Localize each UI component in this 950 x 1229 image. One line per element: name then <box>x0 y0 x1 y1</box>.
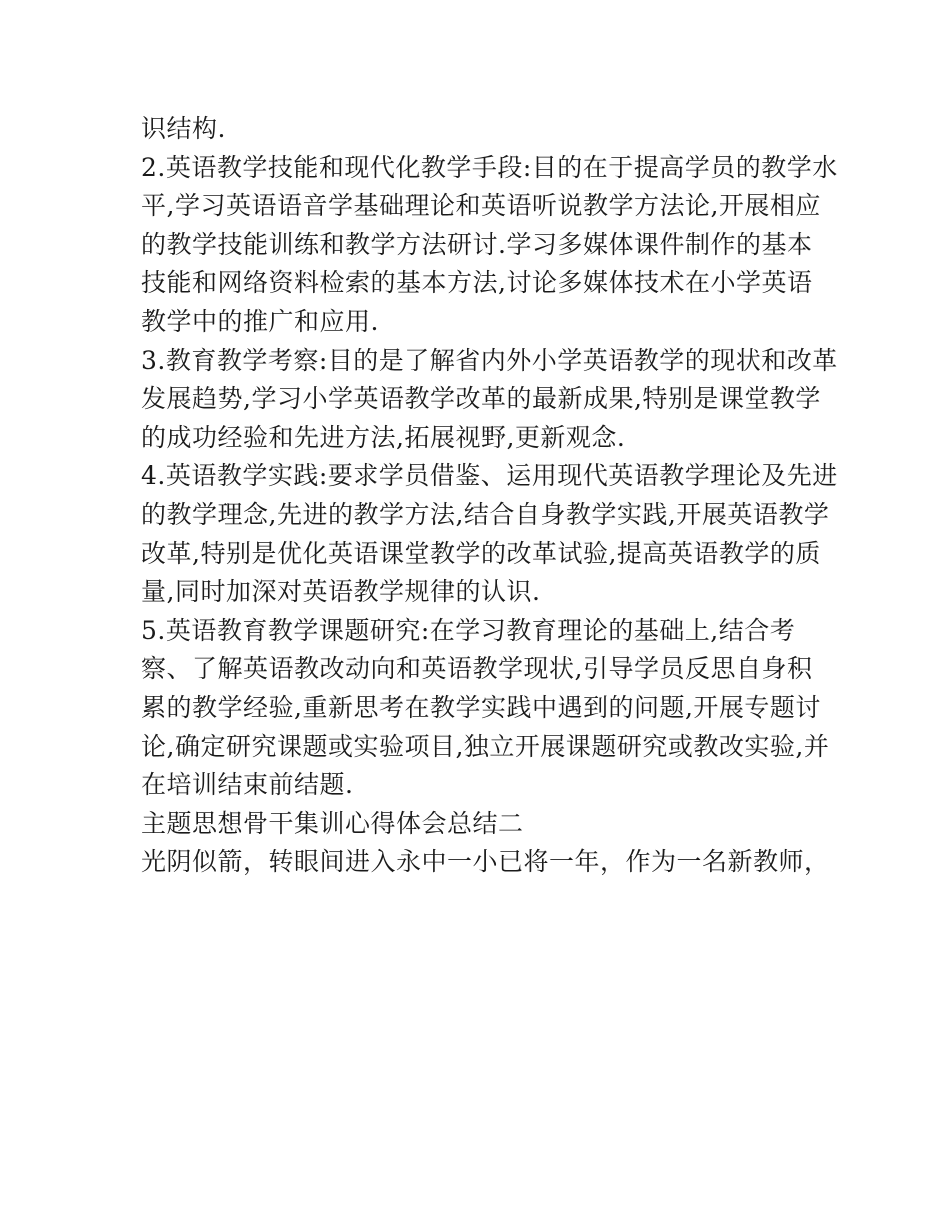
text-line: 4.英语教学实践:要求学员借鉴、运用现代英语教学理论及先进 <box>141 461 838 491</box>
text-line: 教学中的推广和应用. <box>141 306 379 336</box>
text-line: 的教学技能训练和教学方法研讨.学习多媒体课件制作的基本 <box>141 229 813 259</box>
text-line: 论,确定研究课题或实验项目,独立开展课题研究或教改实验,并 <box>141 731 830 761</box>
text-line: 2.英语教学技能和现代化教学手段:目的在于提高学员的教学水 <box>141 152 838 182</box>
text-line: 在培训结束前结题. <box>141 770 354 800</box>
text-line: 量,同时加深对英语教学规律的认识. <box>141 577 541 607</box>
text-line: 的成功经验和先进方法,拓展视野,更新观念. <box>141 422 626 452</box>
text-line: 发展趋势,学习小学英语教学改革的最新成果,特别是课堂教学 <box>141 384 821 414</box>
section-heading: 主题思想骨干集训心得体会总结二 <box>141 808 524 838</box>
text-line: 改革,特别是优化英语课堂教学的改革试验,提高英语教学的质 <box>141 538 821 568</box>
text-line: 技能和网络资料检索的基本方法,讨论多媒体技术在小学英语 <box>141 268 813 298</box>
text-line: 的教学理念,先进的教学方法,结合自身教学实践,开展英语教学 <box>141 499 830 529</box>
document-page <box>141 110 838 882</box>
text-line: 识结构. <box>141 114 226 143</box>
text-line: 3.教育教学考察:目的是了解省内外小学英语教学的现状和改革 <box>141 345 838 375</box>
text-line: 累的教学经验,重新思考在教学实践中遇到的问题,开展专题讨 <box>141 692 821 722</box>
text-line: 察、了解英语教改动向和英语教学现状,引导学员反思自身积 <box>141 654 813 684</box>
text-line: 光阴似箭，转眼间进入永中一小已将一年，作为一名新教师， <box>141 847 830 877</box>
text-line: 5.英语教育教学课题研究:在学习教育理论的基础上,结合考 <box>141 615 796 645</box>
text-line: 平,学习英语语音学基础理论和英语听说教学方法论,开展相应 <box>141 191 821 221</box>
